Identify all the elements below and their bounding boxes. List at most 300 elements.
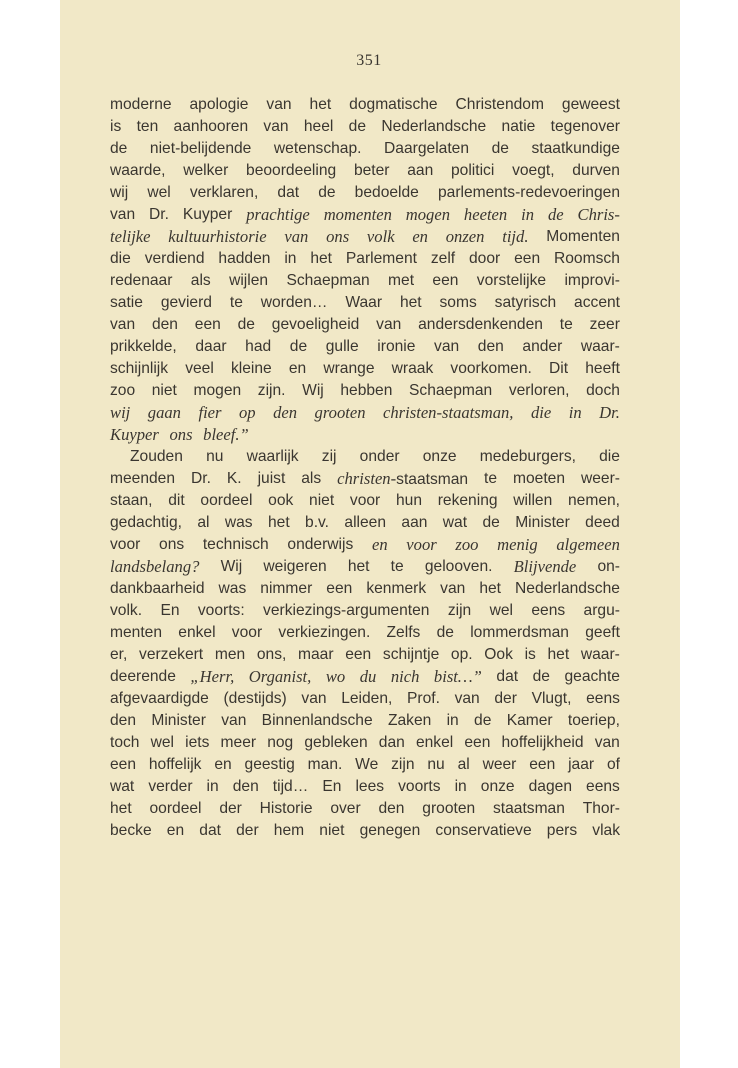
word: niet — [151, 382, 177, 399]
word: tijd… — [272, 778, 309, 795]
word: aan — [401, 514, 428, 531]
word: den — [232, 778, 259, 795]
word: de — [547, 205, 564, 224]
word: de — [348, 118, 367, 135]
word: al — [197, 514, 210, 531]
text-line — [110, 820, 620, 842]
word: der — [236, 822, 259, 839]
text-line — [110, 226, 620, 248]
word: den — [110, 712, 137, 729]
word: van — [284, 227, 309, 246]
word: juist — [257, 470, 286, 487]
word: soms — [439, 294, 477, 311]
word: menig — [497, 535, 538, 554]
word: Momenten — [546, 228, 620, 245]
word: waarde, — [110, 162, 166, 179]
word: ons — [159, 536, 185, 553]
word: geweest — [561, 96, 620, 113]
word: schijntje — [382, 646, 440, 663]
word: weer — [482, 756, 517, 773]
word: niet — [309, 492, 335, 509]
word: hun — [395, 492, 422, 509]
word: iets — [185, 734, 210, 751]
word: als — [301, 470, 322, 487]
word: staatsman — [492, 800, 565, 817]
word: volk — [366, 227, 395, 246]
word: onder — [359, 448, 400, 465]
text-line — [110, 402, 620, 424]
word: aanhooren — [173, 118, 249, 135]
word: in — [206, 778, 219, 795]
word: zeer — [589, 316, 620, 333]
word: K. — [226, 470, 242, 487]
word: waarlijk — [246, 448, 299, 465]
word: beter — [353, 162, 390, 179]
word: het — [399, 294, 422, 311]
word: Dr. — [190, 470, 211, 487]
word: het — [479, 580, 501, 597]
word: christen-staatsman — [337, 469, 469, 488]
text-line — [110, 644, 620, 666]
word: een — [432, 272, 459, 289]
word: over — [330, 800, 361, 817]
word: hebben — [340, 382, 393, 399]
word: wo — [325, 667, 346, 686]
word: parlements-redevoeringen — [437, 184, 620, 201]
word: voor — [406, 535, 437, 554]
word: wraak — [391, 360, 434, 377]
word: Chris- — [577, 205, 620, 224]
word: schijnlijk — [110, 360, 169, 377]
word: het — [547, 646, 570, 663]
word: Minister — [151, 712, 206, 729]
word: met — [388, 272, 415, 289]
word: Daargelaten — [384, 140, 470, 157]
word: te — [559, 316, 573, 333]
word: Zaken — [387, 712, 432, 729]
word: verdiend — [144, 250, 205, 267]
word: accent — [574, 294, 620, 311]
word: niet-belijdende — [149, 140, 252, 157]
word: wat — [442, 514, 468, 531]
word: en — [288, 360, 307, 377]
word: de — [318, 184, 336, 201]
word: fier — [198, 403, 222, 422]
text-line — [110, 754, 620, 776]
word: Leiden, — [341, 690, 393, 707]
word: verloren, — [508, 382, 570, 399]
word: Kuyper — [110, 425, 159, 444]
word: Nederlandsche — [515, 580, 620, 597]
word: genegen — [359, 822, 421, 839]
word: hadden — [218, 250, 271, 267]
word: wij — [110, 403, 131, 422]
word: prikkelde, — [110, 338, 177, 355]
text-line — [110, 138, 620, 160]
word: algemeen — [556, 535, 620, 554]
word: voor — [231, 624, 263, 641]
text-line — [110, 204, 620, 226]
word: ander — [522, 338, 563, 355]
word: oordeel — [149, 800, 202, 817]
word: eens — [531, 602, 566, 619]
page-number: 351 — [356, 52, 382, 69]
word: ons — [326, 227, 350, 246]
word: Ook — [484, 646, 513, 663]
word: als — [190, 272, 211, 289]
word: van — [110, 316, 136, 333]
word: tijd. — [502, 227, 529, 246]
text-line — [110, 446, 620, 468]
word: voorts — [398, 778, 441, 795]
word: hoffelijkheid — [501, 734, 584, 751]
word: er, — [110, 646, 128, 663]
word: dogmatische — [349, 96, 438, 113]
word: van — [221, 712, 247, 729]
text-line — [110, 622, 620, 644]
word: voor — [349, 492, 381, 509]
text-line — [110, 732, 620, 754]
word: moderne — [110, 96, 172, 113]
word: heeten — [463, 205, 508, 224]
text-line — [110, 512, 620, 534]
word: zijn. — [257, 382, 286, 399]
word: bleef.” — [203, 425, 249, 444]
body-text — [110, 94, 620, 842]
word: is — [524, 646, 536, 663]
word: lees — [355, 778, 385, 795]
word: het — [110, 800, 132, 817]
word: was — [224, 514, 253, 531]
word: technisch — [202, 536, 269, 553]
word: onze — [422, 448, 457, 465]
text-line — [110, 248, 620, 270]
word: verzekert — [139, 646, 204, 663]
word: de — [474, 712, 492, 729]
word: Schaepman — [286, 272, 370, 289]
word: en — [214, 756, 232, 773]
word: vorstelijke — [476, 272, 547, 289]
word: niet — [319, 822, 345, 839]
word: hoffelijk — [148, 756, 202, 773]
text-line — [110, 182, 620, 204]
word: Christendom — [455, 96, 544, 113]
word: grooten — [422, 800, 476, 817]
word: prachtige — [246, 205, 310, 224]
word: doch — [586, 382, 620, 399]
word: apologie — [189, 96, 249, 113]
word: was — [218, 580, 247, 597]
word: een — [464, 734, 491, 751]
word: het — [347, 558, 370, 575]
word: deerende — [110, 668, 176, 685]
word: staatkundige — [531, 140, 620, 157]
word: te — [484, 470, 498, 487]
word: bist…” — [433, 667, 482, 686]
word: voorkomen. — [450, 360, 532, 377]
word: gevierd — [160, 294, 212, 311]
word: wetenschap. — [273, 140, 362, 157]
word: menten — [110, 624, 163, 641]
word: een — [529, 756, 556, 773]
word: de — [237, 316, 255, 333]
word: du — [359, 667, 377, 686]
text-line — [110, 710, 620, 732]
word: zijn — [391, 756, 415, 773]
word: zijn — [447, 602, 472, 619]
word: voegt, — [512, 162, 555, 179]
word: van — [301, 690, 327, 707]
word: dan — [378, 734, 405, 751]
word: En — [322, 778, 342, 795]
word: moeten — [513, 470, 566, 487]
word: Organist, — [248, 667, 312, 686]
word: Binnenlandsche — [261, 712, 373, 729]
word: dat — [496, 668, 519, 685]
word: gulle — [325, 338, 359, 355]
word: nimmer — [260, 580, 313, 597]
word: een — [326, 580, 353, 597]
word: in — [446, 712, 459, 729]
text-line — [110, 94, 620, 116]
word: de — [289, 338, 308, 355]
word: of — [606, 756, 620, 773]
word: geeft — [585, 624, 620, 641]
word: Historie — [259, 800, 313, 817]
word: Vlugt, — [531, 690, 572, 707]
word: is — [110, 118, 122, 135]
text-line — [110, 578, 620, 600]
word: Dit — [549, 360, 569, 377]
word: Minister — [515, 514, 570, 531]
word: meer — [220, 734, 257, 751]
word: jaar — [568, 756, 595, 773]
word: verder — [148, 778, 193, 795]
text-line — [110, 490, 620, 512]
word: den — [273, 403, 298, 422]
word: Schaepman — [409, 382, 493, 399]
text-line — [110, 358, 620, 380]
word: bedoelde — [354, 184, 419, 201]
word: meenden — [110, 470, 176, 487]
word: Parlement — [345, 250, 417, 267]
text-line — [110, 424, 620, 446]
word: wel — [147, 184, 171, 201]
word: oordeel — [200, 492, 253, 509]
word: dat — [277, 184, 300, 201]
word: op — [238, 403, 256, 422]
word: tegenover — [550, 118, 620, 135]
word: een — [194, 316, 221, 333]
word: welker — [183, 162, 229, 179]
word: wel — [150, 734, 175, 751]
text-line — [110, 600, 620, 622]
word: mogen — [193, 382, 242, 399]
word: der — [494, 690, 517, 707]
word: on- — [597, 558, 620, 575]
word: Dr. — [599, 403, 620, 422]
text-line — [110, 688, 620, 710]
word: landsbelang? — [110, 557, 200, 576]
word: Kuyper — [182, 206, 233, 223]
word: waar- — [580, 646, 620, 663]
word: maar — [298, 646, 334, 663]
word: nich — [390, 667, 420, 686]
word: redenaar — [110, 272, 173, 289]
word: in — [454, 778, 467, 795]
text-line — [110, 336, 620, 358]
word: van — [376, 316, 402, 333]
text-line — [110, 556, 620, 578]
text-line — [110, 270, 620, 292]
word: nemen, — [567, 492, 620, 509]
word: nu — [206, 448, 224, 465]
word: grooten — [314, 403, 366, 422]
word: Dr. — [149, 206, 169, 223]
word: de — [436, 624, 454, 641]
word: kultuurhistorie — [168, 227, 267, 246]
word: kenmerk — [366, 580, 427, 597]
word: wij — [110, 184, 129, 201]
word: vlak — [592, 822, 620, 839]
word: der — [219, 800, 242, 817]
word: van — [266, 96, 292, 113]
word: de — [532, 668, 550, 685]
word: verkiezings-argumenten — [263, 602, 430, 619]
text-line — [110, 666, 620, 688]
word: Wij — [220, 558, 243, 575]
word: voor — [110, 536, 141, 553]
text-line — [110, 534, 620, 556]
word: in — [521, 205, 535, 224]
word: eens — [586, 778, 620, 795]
word: onze — [480, 778, 515, 795]
word: de — [110, 140, 128, 157]
word: staan, — [110, 492, 153, 509]
word: gaan — [147, 403, 181, 422]
word: de — [482, 514, 500, 531]
word: op. — [450, 646, 473, 663]
word: b.v. — [305, 514, 330, 531]
word: den — [378, 800, 405, 817]
word: Kamer — [506, 712, 553, 729]
word: dat — [199, 822, 221, 839]
word: gedachtig, — [110, 514, 182, 531]
word: natie — [501, 118, 536, 135]
word: satie — [110, 294, 143, 311]
word: afgevaardigde — [110, 690, 209, 707]
word: heeft — [585, 360, 620, 377]
word: conservatieve — [435, 822, 532, 839]
word: rekening — [437, 492, 498, 509]
word: politici — [450, 162, 495, 179]
word: een — [345, 646, 372, 663]
word: eens — [586, 690, 620, 707]
word: het — [309, 96, 332, 113]
word: kleine — [230, 360, 272, 377]
word: waar- — [580, 338, 620, 355]
word: daar — [195, 338, 227, 355]
word: toch — [110, 734, 140, 751]
word: te — [390, 558, 404, 575]
word: in — [284, 250, 297, 267]
word: medeburgers, — [479, 448, 576, 465]
word: Prof. — [407, 690, 440, 707]
word: „Herr, — [190, 667, 235, 686]
word: men — [214, 646, 246, 663]
word: ons — [169, 425, 193, 444]
word: ten — [136, 118, 159, 135]
word: mogen — [405, 205, 451, 224]
word: satyrisch — [494, 294, 557, 311]
text-line — [110, 798, 620, 820]
word: een — [514, 250, 541, 267]
word: het — [310, 250, 333, 267]
word: onderwijs — [287, 536, 354, 553]
word: zelf — [430, 250, 456, 267]
word: We — [355, 756, 379, 773]
word: had — [245, 338, 272, 355]
word: improvi- — [564, 272, 620, 289]
word: ons, — [256, 646, 287, 663]
word: argu- — [583, 602, 620, 619]
word: Blijvende — [513, 557, 577, 576]
word: van — [594, 734, 620, 751]
word: geestig — [244, 756, 295, 773]
word: nog — [267, 734, 294, 751]
word: al — [457, 756, 470, 773]
word: zoo — [455, 535, 479, 554]
word: andersdenkenden — [418, 316, 543, 333]
word: veel — [185, 360, 214, 377]
word: Zouden — [130, 448, 183, 465]
word: beoordeeling — [246, 162, 337, 179]
word: van — [454, 690, 480, 707]
word: het — [267, 514, 290, 531]
word: Waar — [345, 294, 383, 311]
word: den — [477, 338, 504, 355]
word: dit — [168, 492, 185, 509]
word: lommerdsman — [470, 624, 569, 641]
word: dagen — [528, 778, 572, 795]
text-line — [110, 314, 620, 336]
word: ook — [268, 492, 294, 509]
text-line — [110, 380, 620, 402]
word: en — [412, 227, 428, 246]
word: willen — [513, 492, 553, 509]
word: van — [440, 580, 466, 597]
word: gelooven. — [424, 558, 493, 575]
word: alleen — [344, 514, 387, 531]
word: van — [263, 118, 289, 135]
word: verklaren, — [189, 184, 259, 201]
word: telijke — [110, 227, 151, 246]
word: heel — [303, 118, 334, 135]
word: man. — [307, 756, 343, 773]
word: Thor- — [582, 800, 620, 817]
word: becke — [110, 822, 152, 839]
word: van — [110, 206, 136, 223]
text-line — [110, 776, 620, 798]
word: En — [160, 602, 180, 619]
word: die — [530, 403, 552, 422]
word: den — [151, 316, 178, 333]
text-line — [110, 116, 620, 138]
word: die — [110, 250, 131, 267]
word: ironie — [377, 338, 416, 355]
word: te — [229, 294, 243, 311]
word: van — [434, 338, 460, 355]
